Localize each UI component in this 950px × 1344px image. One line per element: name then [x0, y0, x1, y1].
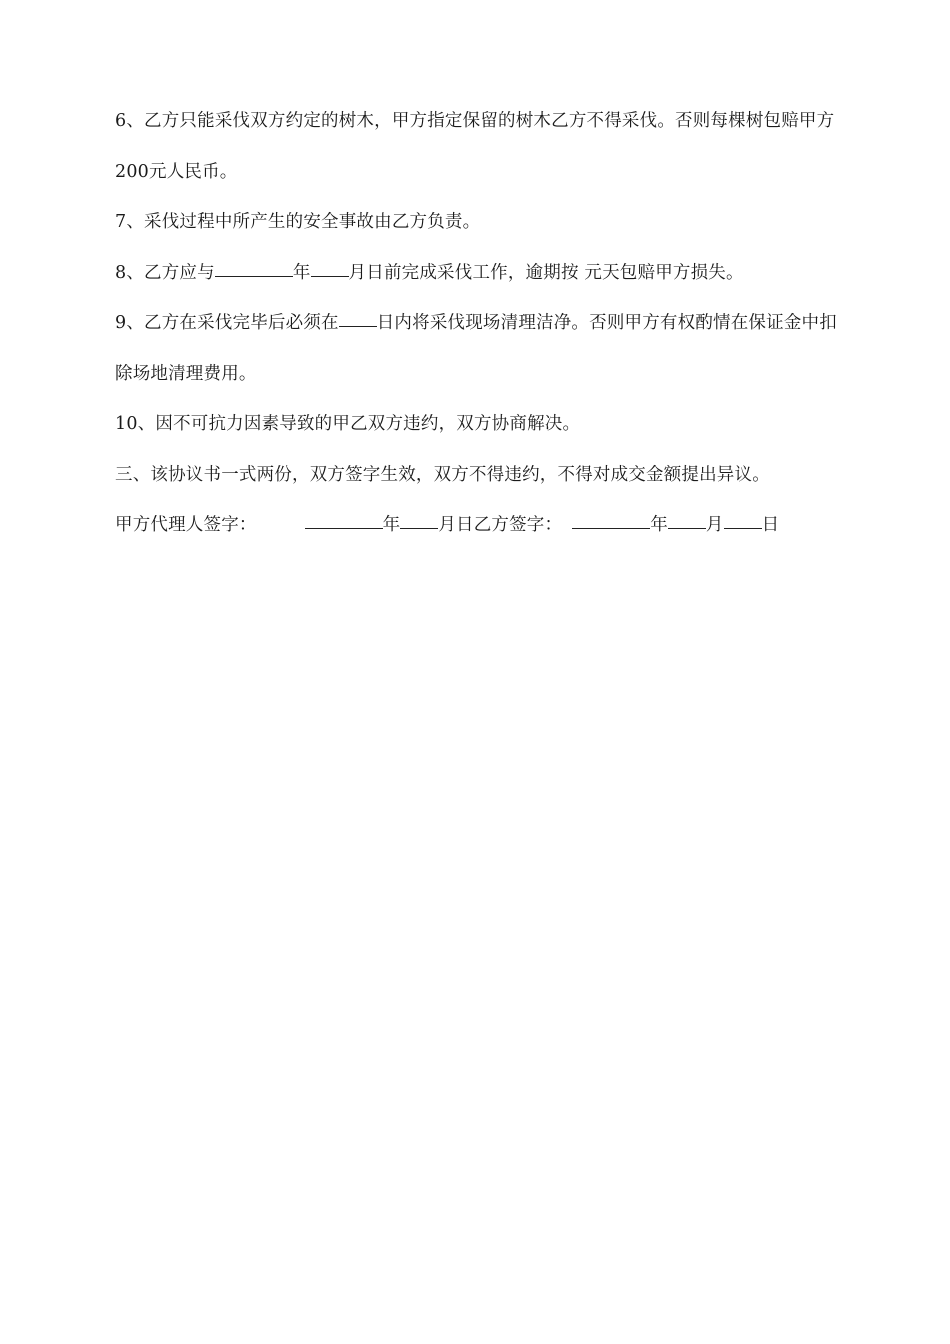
clause-9	[115, 298, 845, 399]
sign-year-unit-a: 年	[382, 515, 401, 535]
clause-6: 6、乙方只能采伐双方约定的树木，甲方指定保留的树木乙方不得采伐。否则每棵树包赔甲方200元人民币。	[115, 111, 835, 182]
clause-7: 7、采伐过程中所产生的安全事故由乙方负责。	[115, 212, 481, 232]
blank-days	[339, 326, 377, 327]
section-3: 三、该协议书一式两份，双方签字生效，双方不得违约，不得对成交金额提出异议。	[115, 464, 770, 485]
signature-line	[115, 500, 845, 551]
sign-year-unit-b: 年	[650, 515, 668, 535]
clause-10: 10、因不可抗力因素导致的甲乙双方违约，双方协商解决。	[115, 414, 581, 434]
blank-month	[311, 276, 349, 277]
blank-sign-year-a	[305, 528, 383, 529]
blank-sign-month-a	[400, 528, 438, 529]
blank-year	[215, 276, 293, 277]
clause-9-suffix: 日内将采伐现场清理洁净。否则甲方有权酌情在保证金中扣除场地清理费用。	[115, 313, 837, 384]
clause-9-prefix: 9、乙方在采伐完毕后必须在	[115, 313, 339, 333]
blank-sign-month-b	[668, 528, 706, 529]
clause-8-prefix: 8、乙方应与	[115, 262, 215, 283]
clause-8-year-unit: 年	[292, 262, 311, 283]
clause-8-suffix: 月日前完成采伐工作，逾期按 元天包赔甲方损失。	[348, 262, 744, 283]
sign-month-unit-b: 月	[705, 515, 724, 535]
blank-sign-year-b	[572, 528, 650, 529]
party-b-signature-label: 月日乙方签字：	[438, 515, 563, 535]
sign-day-unit-b: 日	[761, 515, 780, 535]
clause-8	[115, 248, 845, 299]
party-a-signature-label: 甲方代理人签字：	[115, 515, 257, 535]
blank-sign-day-b	[724, 528, 762, 529]
document-body	[115, 96, 845, 551]
